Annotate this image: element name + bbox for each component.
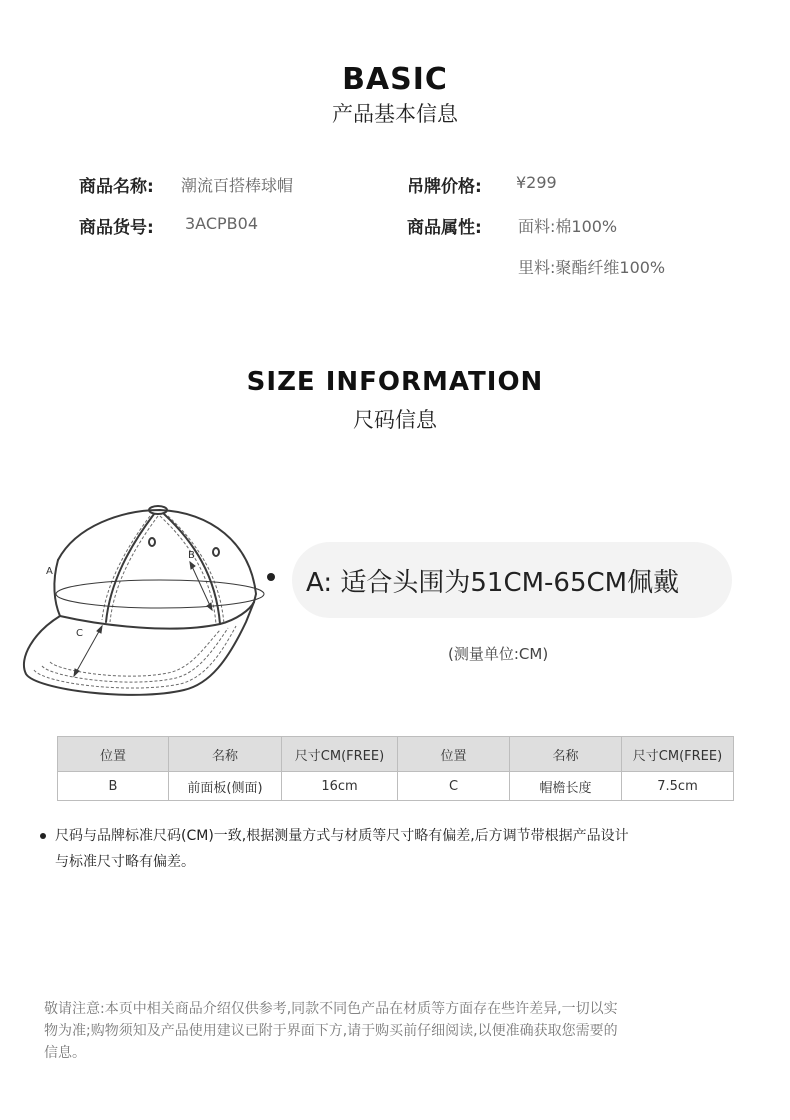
diagram-label-b: B xyxy=(188,550,195,561)
unit-note: (测量单位:CM) xyxy=(448,645,549,663)
table-header: 尺寸CM(FREE) xyxy=(282,737,398,772)
table-cell: C xyxy=(398,772,510,801)
attribute-label: 商品属性: xyxy=(407,218,482,238)
size-title-cn: 尺码信息 xyxy=(353,408,437,432)
size-title-en: SIZE INFORMATION xyxy=(246,367,544,397)
table-header: 位置 xyxy=(398,737,510,772)
size-note-line1: 尺码与品牌标准尺码(CM)一致,根据测量方式与材质等尺寸略有偏差,后方调节带根据产品设计 xyxy=(55,828,629,844)
sku-value: 3ACPB04 xyxy=(185,214,258,233)
basic-title-cn: 产品基本信息 xyxy=(332,102,458,126)
table-header: 名称 xyxy=(169,737,282,772)
table-cell: 7.5cm xyxy=(622,772,734,801)
disclaimer-line3: 信息。 xyxy=(44,1045,86,1061)
note-bullet xyxy=(40,833,46,839)
table-header-row xyxy=(58,737,734,772)
cap-diagram xyxy=(14,498,276,708)
table-header: 名称 xyxy=(510,737,622,772)
attribute-lining: 里料:聚酯纤维100% xyxy=(518,258,666,277)
disclaimer-line2: 物为准;购物须知及产品使用建议已附于界面下方,请于购买前仔细阅读,以便准确获取您需要的 xyxy=(44,1023,618,1039)
size-table xyxy=(57,736,734,801)
diagram-label-c: C xyxy=(76,628,83,639)
product-name-value: 潮流百搭棒球帽 xyxy=(181,176,294,195)
basic-title-en: BASIC xyxy=(342,62,448,97)
sku-label: 商品货号: xyxy=(79,218,154,238)
table-header: 尺寸CM(FREE) xyxy=(622,737,734,772)
table-cell: 帽檐长度 xyxy=(510,772,622,801)
attribute-outer: 面料:棉100% xyxy=(518,217,618,236)
size-note-line2: 与标准尺寸略有偏差。 xyxy=(55,854,195,870)
fit-text: A: 适合头围为51CM-65CM佩戴 xyxy=(306,568,680,598)
diagram-label-a: A xyxy=(46,566,53,577)
disclaimer-line1: 敬请注意:本页中相关商品介绍仅供参考,同款不同色产品在材质等方面存在些许差异,一切以实 xyxy=(44,1001,618,1017)
table-cell: B xyxy=(58,772,169,801)
table-cell: 16cm xyxy=(282,772,398,801)
bullet-dot xyxy=(267,573,275,581)
table-cell: 前面板(侧面) xyxy=(169,772,282,801)
table-header: 位置 xyxy=(58,737,169,772)
price-value: ¥299 xyxy=(516,173,557,192)
price-label: 吊牌价格: xyxy=(407,177,482,197)
product-name-label: 商品名称: xyxy=(79,177,154,197)
table-row xyxy=(58,772,734,801)
